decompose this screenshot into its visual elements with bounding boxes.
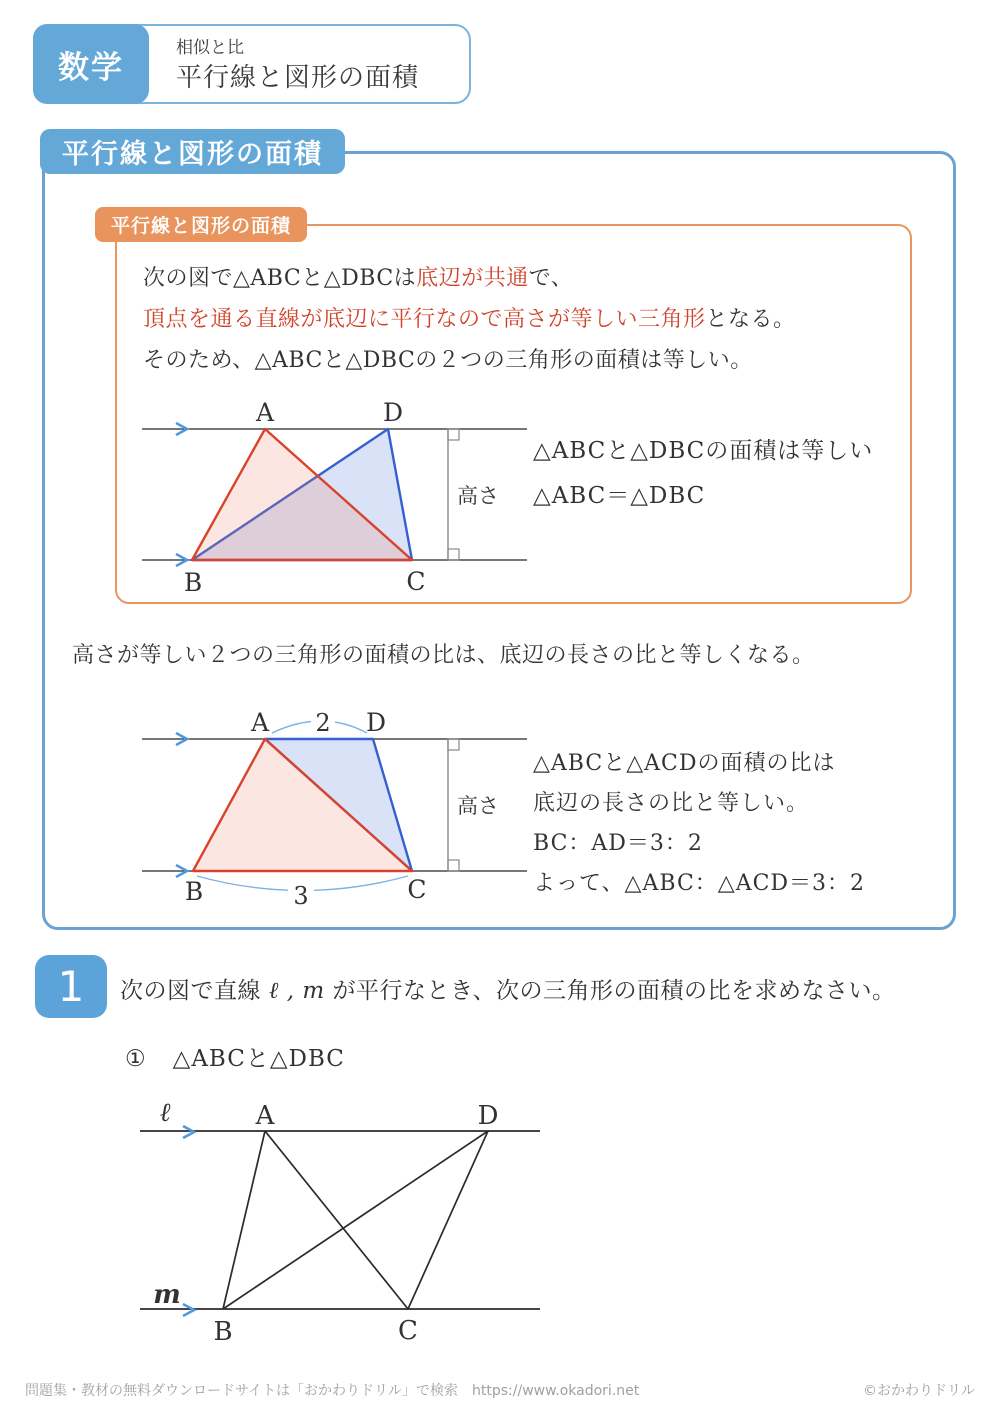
point-label-c: C [406, 567, 426, 596]
footer-credit: 問題集・教材の無料ダウンロードサイトは「おかわりドリル」で検索 https://www.okadori.net [25, 1383, 640, 1399]
right-angle-icon [448, 429, 459, 440]
right-angle-icon [448, 860, 459, 871]
paragraph-line-1: 次の図で△ABCと△DBCは底辺が共通で、 [143, 266, 574, 291]
item-text: △ABCと△DBC [172, 1046, 345, 1072]
point-label-b: B [183, 568, 203, 597]
page-title: 平行線と図形の面積 [176, 63, 420, 93]
note-line: △ABC＝△DBC [533, 483, 706, 509]
math-variables: ℓ , m [261, 978, 333, 1004]
right-angle-icon [448, 739, 459, 750]
right-angle-icon [448, 549, 459, 560]
point-label-d: D [477, 1101, 499, 1131]
parallel-mark-icon [183, 1304, 194, 1316]
point-label-c: C [407, 875, 427, 904]
figure-base-ratio-triangles [135, 703, 535, 913]
line-label-m: m [153, 1280, 181, 1310]
problem-statement: 次の図で直線 ℓ , m が平行なとき、次の三角形の面積の比を求めなさい。 [120, 978, 896, 1004]
point-label-d: D [382, 398, 404, 427]
note-line: △ABCと△DBCの面積は等しい [533, 438, 874, 464]
paragraph-line-2: 頂点を通る直線が底辺に平行なので高さが等しい三角形となる。 [143, 307, 796, 332]
segment-ac [265, 1131, 408, 1309]
point-label-a: A [255, 398, 275, 427]
definition-badge: 平行線と図形の面積 [95, 207, 307, 242]
note-line: BC：AD＝3：2 [533, 831, 703, 856]
note-line: △ABCと△ACDの面積の比は [533, 751, 836, 776]
point-label-b: B [213, 1317, 233, 1347]
segment-ab [223, 1131, 265, 1309]
figure2-note [533, 744, 865, 904]
figure1-note [533, 429, 873, 519]
point-label-a: A [255, 1101, 275, 1131]
highlight-text: 底辺が共通 [416, 266, 529, 291]
point-label-c: C [398, 1316, 418, 1346]
highlight-text: 頂点を通る直線が底辺に平行なので高さが等しい三角形 [143, 307, 706, 332]
figure-problem-diagram [135, 1095, 565, 1350]
figure-equal-area-triangles [135, 393, 535, 603]
section-title-badge: 平行線と図形の面積 [40, 129, 345, 174]
parallel-mark-icon [183, 1126, 194, 1138]
problem-number-badge: 1 [35, 955, 107, 1018]
paragraph-line-3: そのため、△ABCと△DBCの２つの三角形の面積は等しい。 [143, 348, 753, 373]
problem-item [125, 1040, 345, 1073]
height-label: 高さ [457, 484, 499, 508]
point-label-a: A [250, 708, 270, 737]
point-label-d: D [365, 708, 387, 737]
bc-length-value: 3 [293, 882, 309, 910]
ad-length-value: 2 [315, 709, 331, 737]
height-label: 高さ [457, 794, 499, 818]
footer-copyright: ©おかわりドリル [863, 1383, 975, 1399]
ratio-rule-text: 高さが等しい２つの三角形の面積の比は、底辺の長さの比と等しくなる。 [72, 643, 815, 668]
subject-badge: 数学 [33, 24, 149, 104]
note-line: よって、△ABC：△ACD＝3：2 [533, 871, 866, 896]
note-line: 底辺の長さの比と等しい。 [533, 791, 810, 816]
item-number: ① [125, 1046, 147, 1072]
unit-label: 相似と比 [176, 38, 244, 58]
definition-paragraph [143, 258, 796, 381]
point-label-b: B [184, 877, 204, 906]
line-label-l: ℓ [159, 1098, 171, 1128]
